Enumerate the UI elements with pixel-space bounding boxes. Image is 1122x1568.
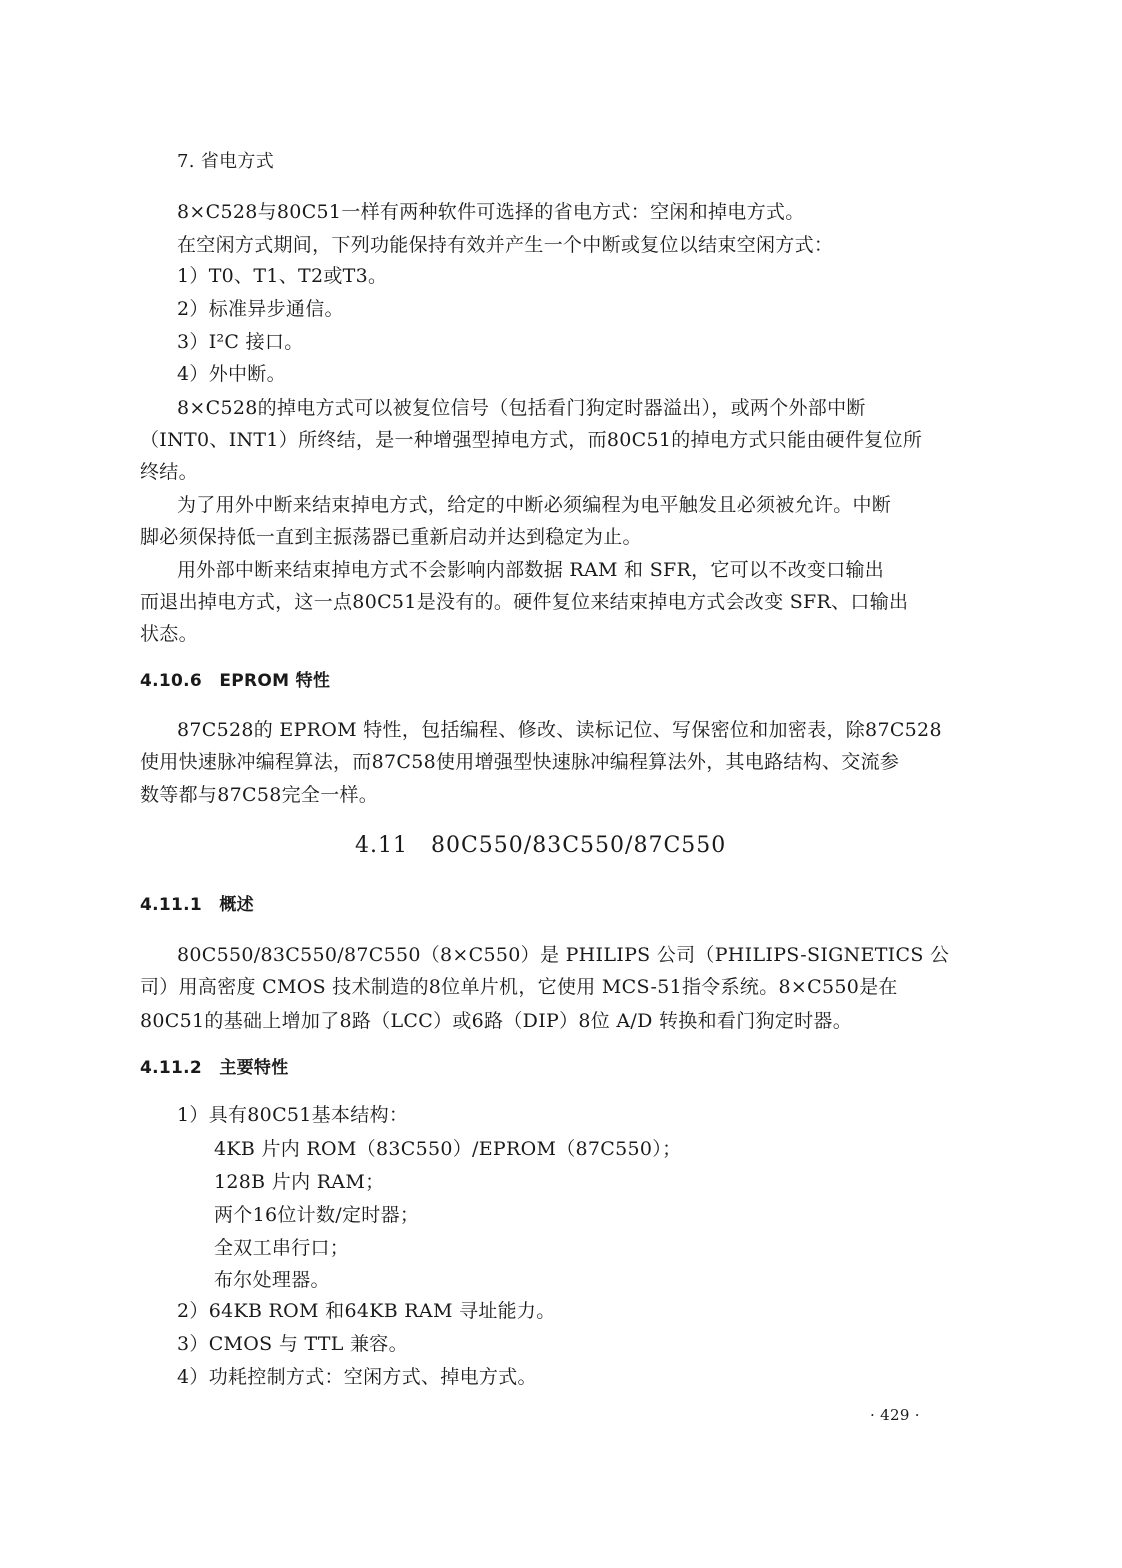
heading-overview: 4.11.1 概述: [140, 895, 254, 915]
feature-item-3: 3）CMOS 与 TTL 兼容。: [177, 1333, 408, 1355]
page-number: · 429 ·: [870, 1406, 920, 1424]
heading-power-save: 7. 省电方式: [177, 151, 274, 172]
feature-sub-3: 两个16位计数/定时器；: [214, 1204, 420, 1226]
idle-item-2: 2）标准异步通信。: [177, 298, 344, 320]
feature-sub-2: 128B 片内 RAM；: [214, 1171, 385, 1193]
heading-eprom: 4.10.6 EPROM 特性: [140, 671, 331, 691]
feature-item-4: 4）功耗控制方式：空闲方式、掉电方式。: [177, 1366, 537, 1388]
heading-features: 4.11.2 主要特性: [140, 1058, 289, 1078]
idle-item-4: 4）外中断。: [177, 363, 286, 385]
paragraph-5-line-1: 用外部中断来结束掉电方式不会影响内部数据 RAM 和 SFR，它可以不改变口输出: [177, 559, 885, 581]
section-title: 4.11 80C550/83C550/87C550: [355, 833, 727, 858]
paragraph-4-line-2: 脚必须保持低一直到主振荡器已重新启动并达到稳定为止。: [140, 526, 642, 548]
paragraph-7-line-1: 80C550/83C550/87C550（8×C550）是 PHILIPS 公司（PHILIPS-SIGNETICS 公: [177, 944, 950, 966]
paragraph-7-line-3: 80C51的基础上增加了8路（LCC）或6路（DIP）8位 A/D 转换和看门狗定时器。: [140, 1010, 853, 1032]
paragraph-6-line-3: 数等都与87C58完全一样。: [140, 784, 379, 806]
feature-sub-5: 布尔处理器。: [214, 1269, 330, 1291]
paragraph-7-line-2: 司）用高密度 CMOS 技术制造的8位单片机，它使用 MCS-51指令系统。8×C550是在: [140, 976, 898, 998]
paragraph-3-line-3: 终结。: [140, 461, 198, 483]
paragraph-5-line-3: 状态。: [140, 623, 198, 645]
paragraph-1: 8×C528与80C51一样有两种软件可选择的省电方式：空闲和掉电方式。: [177, 201, 805, 223]
feature-sub-4: 全双工串行口；: [214, 1237, 350, 1259]
paragraph-3-line-2: （INT0、INT1）所终结，是一种增强型掉电方式，而80C51的掉电方式只能由硬件复位所: [140, 429, 923, 451]
paragraph-2: 在空闲方式期间，下列功能保持有效并产生一个中断或复位以结束空闲方式：: [177, 234, 834, 256]
feature-sub-1: 4KB 片内 ROM（83C550）/EPROM（87C550）；: [214, 1138, 682, 1160]
paragraph-3-line-1: 8×C528的掉电方式可以被复位信号（包括看门狗定时器溢出），或两个外部中断: [177, 397, 866, 419]
paragraph-5-line-2: 而退出掉电方式，这一点80C51是没有的。硬件复位来结束掉电方式会改变 SFR、口输出: [140, 591, 909, 613]
idle-item-3: 3）I²C 接口。: [177, 331, 304, 353]
feature-item-2: 2）64KB ROM 和64KB RAM 寻址能力。: [177, 1300, 556, 1322]
paragraph-6-line-2: 使用快速脉冲编程算法，而87C58使用增强型快速脉冲编程算法外，其电路结构、交流参: [140, 751, 900, 773]
paragraph-6-line-1: 87C528的 EPROM 特性，包括编程、修改、读标记位、写保密位和加密表，除87C528: [177, 719, 942, 741]
paragraph-4-line-1: 为了用外中断来结束掉电方式，给定的中断必须编程为电平触发且必须被允许。中断: [177, 494, 892, 516]
idle-item-1: 1）T0、T1、T2或T3。: [177, 265, 388, 287]
feature-item-1: 1）具有80C51基本结构：: [177, 1104, 409, 1126]
